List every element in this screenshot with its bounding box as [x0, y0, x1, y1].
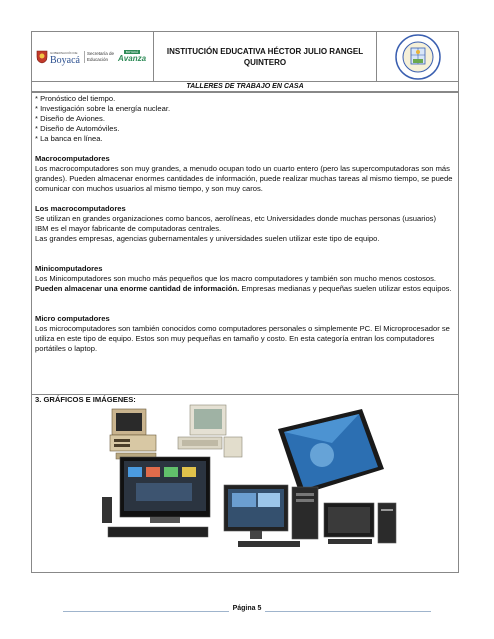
macro-title: Macrocomputadores: [35, 154, 110, 163]
page-number: Página 5: [229, 605, 266, 612]
institution-title-line1: INSTITUCIÓN EDUCATIVA HÉCTOR JULIO RANGEL: [166, 46, 364, 56]
page-footer: [0, 605, 494, 612]
mini-text-b: Empresas medianas y pequeñas suelen utilizar estos equipos.: [239, 284, 452, 293]
macro-text: Los macrocomputadores son muy grandes, a menudo ocupan todo un cuarto entero (pero las supercomputadoras son más grandes). Pueden almacenar enormes cantidades de información, puede realizar muchas tareas al mismo tiempo, se puede comunicar con muchos usuarios al mismo tiempo, y son muy caros.: [35, 164, 453, 193]
mini-text: [35, 274, 455, 294]
content-box: [31, 92, 459, 573]
logo-boyaca-name: Boyacá: [50, 54, 80, 66]
macro2-line2: IBM es el mayor fabricante de computadoras centrales.: [35, 224, 222, 233]
institution-title: [154, 32, 376, 81]
all-in-one-pc-image: [102, 457, 210, 537]
desktop-tower-image: [224, 485, 318, 547]
bullet-item: * Investigación sobre la energía nuclear.: [35, 104, 171, 113]
institution-seal: [376, 32, 458, 81]
tablet-image: [278, 409, 384, 495]
bullet-item: * Pronóstico del tiempo.: [35, 94, 116, 103]
macro2-line1: Se utilizan en grandes organizaciones como bancos, aerolíneas, etc Universidades donde muchas personas (usuarios): [35, 214, 437, 223]
macro2-title: Los macrocomputadores: [35, 204, 126, 213]
micro-title: Micro computadores: [35, 314, 110, 323]
section3-title: 3. GRÁFICOS E IMÁGENES:: [35, 395, 136, 404]
institution-title-line2: QUINTERO: [243, 57, 287, 67]
boyaca-shield-icon: [36, 50, 48, 64]
gobernacion-logo: [32, 32, 154, 81]
workshop-subheader: TALLERES DE TRABAJO EN CASA: [31, 82, 459, 92]
micro-text: Los microcomputadores son también conocidos como computadores personales o simplemente PC. El Microprocesador se utiliza en este tipo de equipo. Estos son muy pequeñas en tamaño y costo. En esta categoría entran los computadores portátiles o laptop.: [35, 324, 450, 353]
computers-collage: [32, 403, 458, 573]
classic-pc-image: [178, 405, 242, 457]
logo-educacion: Educación: [87, 56, 109, 62]
content-text: [35, 94, 455, 354]
document-header: [31, 31, 459, 82]
logo-small-text: GOBERNACIÓN DE: [50, 50, 78, 55]
mini-title: Minicomputadores: [35, 264, 103, 273]
mini-text-a: Los Minicomputadores son mucho más pequeños que los macro computadores y también son mucho menos costosos.: [35, 274, 436, 283]
avanza-name: Avanza: [118, 54, 147, 63]
bullet-item: * Diseño de Aviones.: [35, 114, 105, 123]
bullet-item: * Diseño de Automóviles.: [35, 124, 120, 133]
workstation-image: [324, 503, 396, 544]
logo-secretaria: Secretaría de: [87, 50, 115, 56]
vintage-computer-image: [110, 409, 156, 459]
bullet-item: * La banca en línea.: [35, 134, 103, 143]
mini-text-bold: Pueden almacenar una enorme cantidad de información.: [35, 284, 240, 293]
avanza-tag: BOYACÁ: [125, 50, 139, 54]
macro2-line3: Las grandes empresas, agencias gubernamentales y universidades suelen utilizar este tipo de equipo.: [35, 234, 380, 243]
institution-seal-icon: [394, 33, 442, 81]
